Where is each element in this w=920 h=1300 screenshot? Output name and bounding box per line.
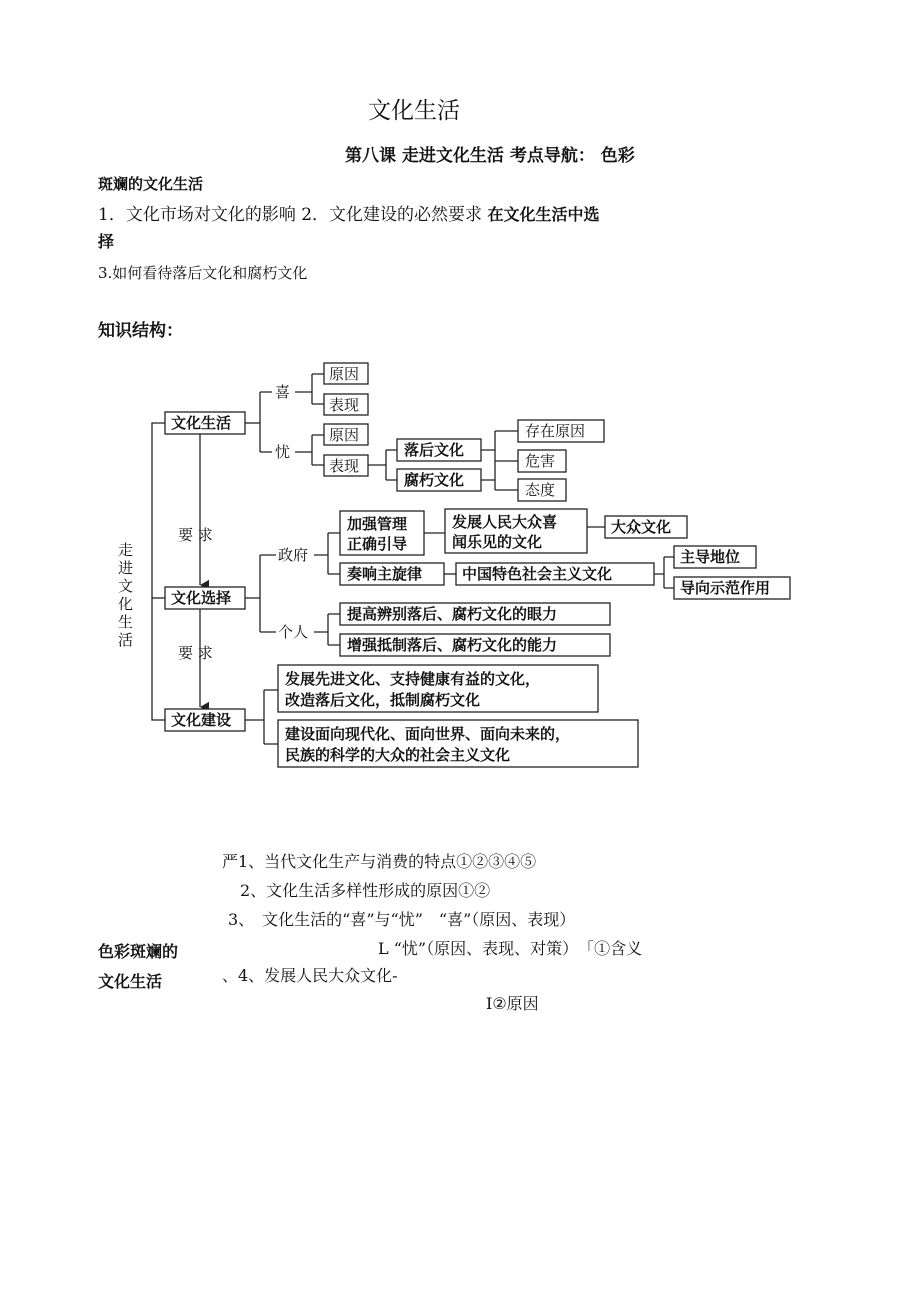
page-title: 文化生活 bbox=[368, 98, 460, 124]
node-luohou: 落后文化 bbox=[404, 441, 465, 459]
vertical-char-1: 走 bbox=[118, 541, 134, 559]
node-biaoxian2: 表现 bbox=[329, 457, 360, 475]
node-jiaqiang-1: 加强管理 bbox=[347, 515, 408, 533]
node-yuanyin1: 原因 bbox=[329, 365, 360, 383]
node-jianshe-2: 民族的科学的大众的社会主义文化 bbox=[285, 746, 511, 764]
node-taidu: 态度 bbox=[525, 481, 556, 499]
node-zhongguo: 中国特色社会主义文化 bbox=[462, 565, 613, 583]
outline-item-5: 、4、发展人民大众文化- bbox=[222, 966, 398, 985]
outline-item-3: 3、 文化生活的“喜”与“忧” “喜”（原因、表现） bbox=[228, 910, 576, 929]
node-wenhua-jianshe: 文化建设 bbox=[171, 711, 232, 729]
outline-item-6: I②原因 bbox=[486, 994, 539, 1013]
node-fuxiu: 腐朽文化 bbox=[404, 471, 465, 489]
outline-item-1: 严1、当代文化生产与消费的特点①②③④⑤ bbox=[222, 852, 537, 871]
node-zhudao: 主导地位 bbox=[680, 548, 741, 566]
knowledge-structure-label: 知识结构： bbox=[98, 321, 183, 341]
left-label-1: 色彩斑斓的 bbox=[98, 942, 179, 961]
intro-line-1: 斑斓的文化生活 bbox=[98, 175, 204, 193]
node-daoxiang: 导向示范作用 bbox=[680, 579, 771, 597]
node-jiaqiang-2: 正确引导 bbox=[347, 535, 408, 553]
yaoqiu-label-2: 要 求 bbox=[178, 644, 213, 662]
vertical-char-3: 文 bbox=[118, 577, 134, 595]
node-jianshe-1: 建设面向现代化、面向世界、面向未来的， bbox=[285, 725, 571, 743]
main-bracket bbox=[152, 423, 165, 720]
node-tigao: 提高辨别落后、腐朽文化的眼力 bbox=[347, 605, 558, 623]
node-cunzai: 存在原因 bbox=[525, 422, 586, 440]
vertical-char-2: 进 bbox=[118, 559, 134, 577]
intro-line-3: 择 bbox=[98, 232, 115, 251]
lesson-subtitle: 第八课 走进文化生活 考点导航： 色彩 bbox=[345, 146, 635, 166]
left-label-2: 文化生活 bbox=[98, 972, 163, 991]
outline-item-2: 2、文化生活多样性形成的原因①② bbox=[240, 881, 491, 900]
node-wenhua-shenghuo: 文化生活 bbox=[171, 414, 232, 432]
node-xi: 喜 bbox=[275, 383, 291, 401]
intro-line-4: 3.如何看待落后文化和腐朽文化 bbox=[98, 264, 308, 282]
node-yuanyin2: 原因 bbox=[329, 426, 360, 444]
node-you: 忧 bbox=[275, 443, 291, 461]
node-wenhua-xuanze: 文化选择 bbox=[171, 589, 232, 607]
vertical-char-4: 化 bbox=[118, 595, 134, 613]
node-biaoxian1: 表现 bbox=[329, 396, 360, 414]
outline-item-4: L “忧”（原因、表现、对策） 「①含义 bbox=[378, 939, 643, 958]
node-dazhong: 大众文化 bbox=[611, 518, 672, 536]
node-xianjin-2: 改造落后文化，抵制腐朽文化 bbox=[285, 691, 481, 709]
node-geren: 个人 bbox=[278, 623, 309, 641]
intro-line-2b: 在文化生活中选 bbox=[487, 205, 600, 224]
vertical-char-5: 生 bbox=[118, 613, 134, 631]
node-zengqiang: 增强抵制落后、腐朽文化的能力 bbox=[347, 636, 558, 654]
node-weihai: 危害 bbox=[525, 452, 556, 470]
node-fazhan-1: 发展人民大众喜 bbox=[452, 513, 558, 531]
node-zhengfu: 政府 bbox=[278, 546, 309, 564]
node-fazhan-2: 闻乐见的文化 bbox=[452, 533, 543, 551]
intro-line-2a: 1．文化市场对文化的影响 2．文化建设的必然要求 bbox=[98, 205, 483, 225]
yaoqiu-label-1: 要 求 bbox=[178, 526, 213, 544]
node-xianjin-1: 发展先进文化、支持健康有益的文化， bbox=[285, 670, 541, 688]
node-zouxiang: 奏响主旋律 bbox=[347, 565, 423, 583]
vertical-label bbox=[118, 541, 133, 649]
vertical-char-6: 活 bbox=[118, 631, 134, 649]
